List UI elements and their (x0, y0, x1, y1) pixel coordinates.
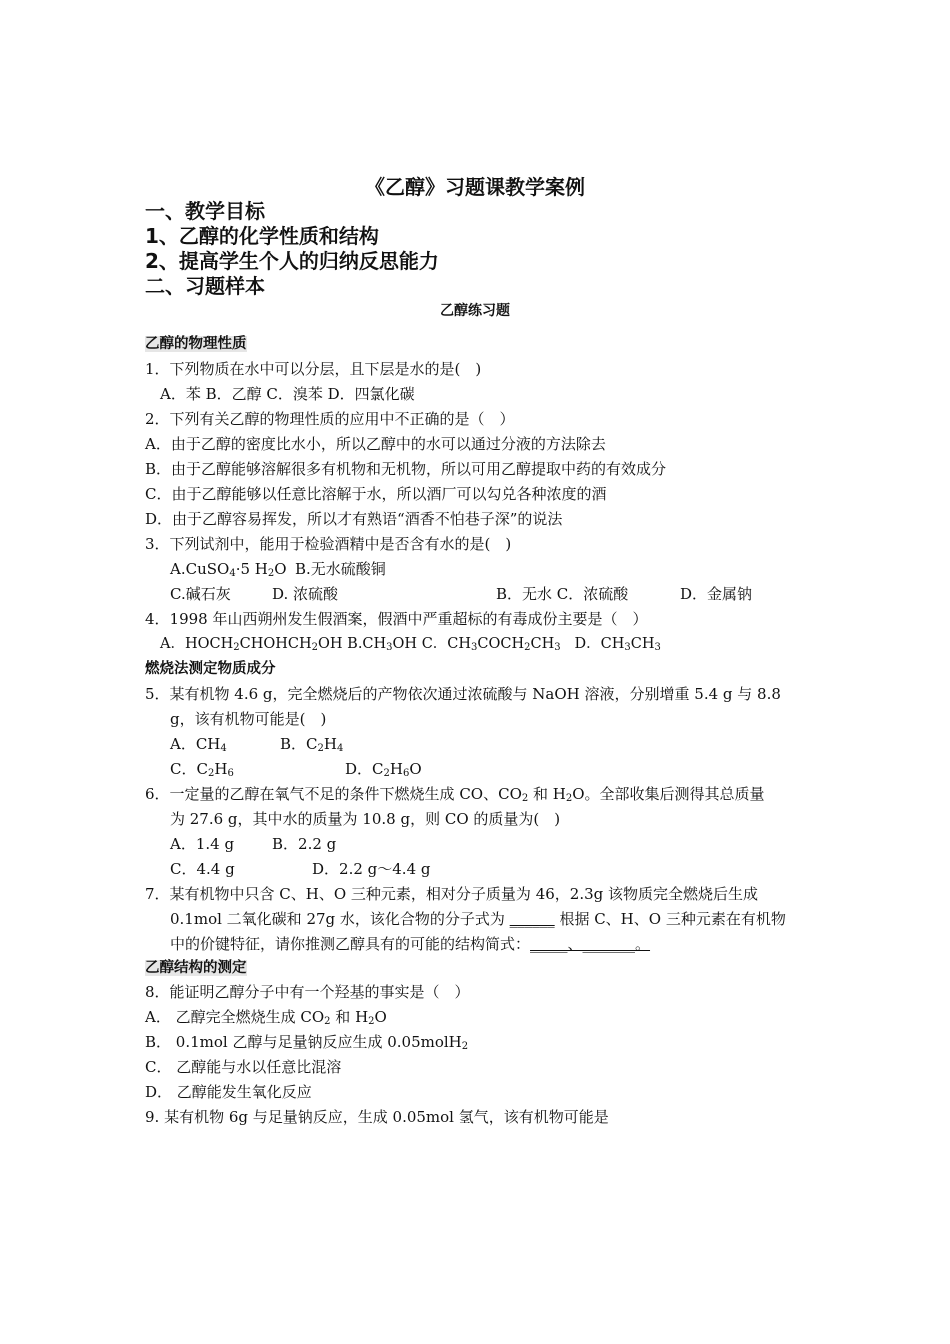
question-5-option-d: D．$C_2H_6O$ (345, 760, 422, 779)
goal-2: 2、提高学生个人的归纳反思能力 (145, 249, 439, 273)
question-2-option-d: D．由于乙醇容易挥发，所以才有熟语“酒香不怕巷子深”的说法 (145, 510, 563, 528)
question-1-options: A．苯 B．乙醇 C．溴苯 D．四氯化碳 (160, 385, 415, 403)
question-6-option-a: A．1.4 g (170, 835, 235, 853)
question-8-option-c: C． 乙醇能与水以任意比混溶 (145, 1058, 342, 1076)
question-8-option-a: A． 乙醇完全燃烧生成 $CO_2$ 和 $H_2O$ (145, 1008, 387, 1027)
document-title: 《乙醇》习题课教学案例 (365, 175, 585, 199)
heading-teaching-goals: 一、教学目标 (145, 199, 265, 223)
heading-exercise-samples: 二、习题样本 (145, 274, 265, 298)
section-structure-determination: 乙醇结构的测定 (145, 960, 247, 976)
exercise-subtitle: 乙醇练习题 (440, 303, 510, 319)
question-3-option-c: C.碱石灰 (170, 585, 231, 603)
question-4-options: A．$HOCH_2CHOHCH_2OH$ $B.CH_3OH$ C．$CH_3COCH_2CH_3$ D．$CH_3CH_3$ (160, 636, 661, 653)
question-4: 4．1998 年山西朔州发生假酒案，假酒中严重超标的有毒成份主要是（ ） (145, 610, 648, 628)
question-8: 8．能证明乙醇分子中有一个羟基的事实是（ ） (145, 983, 470, 1001)
question-9: 9. 某有机物 6g 与足量钠反应，生成 0.05mol 氢气，该有机物可能是 (145, 1108, 609, 1126)
question-5-option-b: B．$C_2H_4$ (280, 735, 344, 754)
question-5-line-2: g，该有机物可能是( ) (170, 710, 327, 728)
goal-1: 1、乙醇的化学性质和结构 (145, 224, 379, 248)
question-5-option-c: C．$C_2H_6$ (170, 760, 234, 779)
question-2: 2．下列有关乙醇的物理性质的应用中不正确的是（ ） (145, 410, 515, 428)
question-8-option-d: D． 乙醇能发生氧化反应 (145, 1083, 312, 1101)
question-3-option-b: B.无水硫酸铜 (295, 560, 386, 578)
question-2-option-c: C．由于乙醇能够以任意比溶解于水，所以酒厂可以勾兑各种浓度的酒 (145, 485, 607, 503)
question-3-extra-options: B．无水 C．浓硫酸 (496, 585, 629, 603)
question-1: 1．下列物质在水中可以分层，且下层是水的是( ) (145, 360, 482, 378)
blank-molecular-formula: ______ (509, 910, 555, 928)
question-6-line-1: 6．一定量的乙醇在氧气不足的条件下燃烧生成 CO、$CO_2$ 和 $H_2O$。全部收集后测得其总质量 (145, 785, 765, 804)
question-7-line-1: 7．某有机物中只含 C、H、O 三种元素，相对分子质量为 46，2.3g 该物质完全燃烧后生成 (145, 885, 759, 903)
question-7-line-2: 0.1mol 二氧化碳和 27g 水，该化合物的分子式为 ______ 根据 C、H、O 三种元素在有机物 (170, 910, 786, 928)
question-6-option-c: C．4.4 g (170, 860, 235, 878)
section-physical-properties: 乙醇的物理性质 (145, 336, 247, 352)
question-2-option-a: A．由于乙醇的密度比水小，所以乙醇中的水可以通过分液的方法除去 (145, 435, 606, 453)
question-5-line-1: 5．某有机物 4.6 g，完全燃烧后的产物依次通过浓硫酸与 NaOH 溶液，分别增重 5.4 g 与 8.8 (145, 685, 781, 703)
question-3-option-a: A.CuSO$_4$·5 $H_2O$ (170, 560, 287, 579)
question-8-option-b: B． 0.1mol 乙醇与足量钠反应生成 0.05molH$_2$ (145, 1033, 469, 1052)
question-6-option-d: D．2.2 g～4.4 g (312, 860, 431, 878)
question-6-option-b: B．2.2 g (272, 835, 337, 853)
question-3: 3．下列试剂中，能用于检验酒精中是否含有水的是( ) (145, 535, 512, 553)
blank-structural-formulas: _____、_______。 (530, 935, 651, 953)
question-7-line-3: 中的价键特征，请你推测乙醇具有的可能的结构简式：_____、_______。 (170, 935, 651, 953)
section-combustion-analysis: 燃烧法测定物质成分 (145, 661, 276, 677)
question-6-line-2: 为 27.6 g，其中水的质量为 10.8 g，则 CO 的质量为( ) (170, 810, 561, 828)
question-3-extra-option-d: D．金属钠 (680, 585, 753, 603)
question-3-option-d: D. 浓硫酸 (272, 585, 339, 603)
question-2-option-b: B．由于乙醇能够溶解很多有机物和无机物，所以可用乙醇提取中药的有效成分 (145, 460, 667, 478)
question-5-option-a: A．$CH_4$ (170, 735, 227, 754)
